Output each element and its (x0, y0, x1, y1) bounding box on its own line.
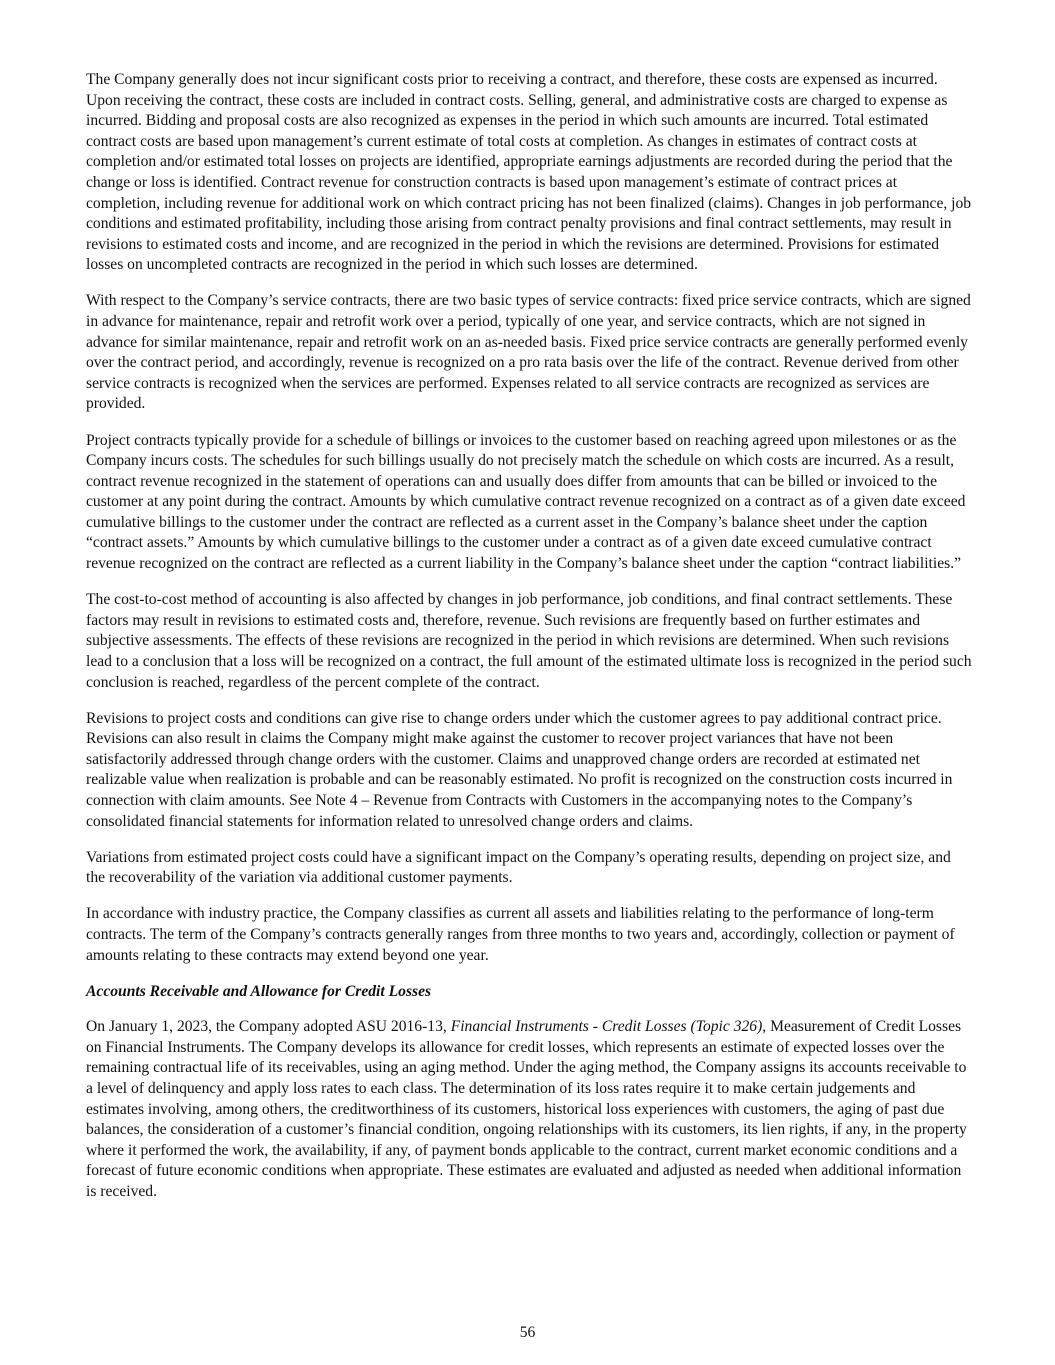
paragraph-project-billings: Project contracts typically provide for a schedule of billings or invoices to the customer based on reaching agreed upon milestones or as the Company incurs costs. The schedules for such billings usually do not precisely match the schedule on which costs are incurred. As a result, contract revenue recognized in the statement of operations can and usually does differ from amounts that can be billed or invoiced to the customer at any point during the contract. Amounts by which cumulative contract revenue recognized on a contract as of a given date exceed cumulative billings to the customer under the contract are reflected as a current asset in the Company’s balance sheet under the caption “contract assets.” Amounts by which cumulative billings to the customer under a contract as of a given date exceed cumulative contract revenue recognized on the contract are reflected as a current liability in the Company’s balance sheet under the caption “contract liabilities.” (86, 431, 966, 573)
paragraph-cost-variations: Variations from estimated project costs could have a significant impact on the Company’s operating results, depending on project size, and the recoverability of the variation via additional customer payments. (86, 848, 951, 887)
paragraph-contract-costs: The Company generally does not incur significant costs prior to receiving a contract, and therefore, these costs are expensed as incurred. Upon receiving the contract, these costs are included in contract costs. Selling, general, and administrative costs are charged to expense as incurred. Bidding and proposal costs are also recognized as expenses in the period in which such amounts are incurred. Total estimated contract costs are based upon management’s current estimate of total costs at completion. As changes in estimates of contract costs at completion and/or estimated total losses on projects are identified, appropriate earnings adjustments are recorded during the period that the change or loss is identified. Contract revenue for construction contracts is based upon management’s estimate of contract prices at completion, including revenue for additional work on which contract pricing has not been finalized (claims). Changes in job performance, job conditions and estimated profitability, including those arising from contract penalty provisions and final contract settlements, may result in revisions to estimated costs and income, and are recognized in the period in which the revisions are determined. Provisions for estimated losses on uncompleted contracts are recognized in the period in which such losses are determined. (86, 71, 972, 274)
paragraph-change-orders-claims: Revisions to project costs and conditions can give rise to change orders under which the customer agrees to pay additional contract price. Revisions can also result in claims the Company might make against the customer to recover project variances that have not been satisfactorily addressed through change orders with the customer. Claims and unapproved change orders are recorded at estimated net realizable value when realization is probable and can be reasonably estimated. No profit is recognized on the construction costs incurred in connection with claim amounts. See Note 4 – Revenue from Contracts with Customers in the accompanying notes to the Company’s consolidated financial statements for information related to unresolved change orders and claims. (86, 709, 953, 830)
document-page (86, 70, 972, 1218)
page-number: 56 (519, 1324, 536, 1341)
asu-topic-title: Financial Instruments - Credit Losses (Topic 326) (450, 1018, 763, 1036)
section-heading-credit-losses: Accounts Receivable and Allowance for Credit Losses (86, 982, 432, 1000)
paragraph-service-contracts: With respect to the Company’s service contracts, there are two basic types of service contracts: fixed price service contracts, which are signed in advance for maintenance, repair and retrofit work over a period, typically of one year, and service contracts, which are not signed in advance for similar maintenance, repair and retrofit work on an as-needed basis. Fixed price service contracts are generally performed evenly over the contract period, and accordingly, revenue is recognized on a pro rata basis over the life of the contract. Revenue derived from other service contracts is recognized when the services are performed. Expenses related to all service contracts are recognized as services are provided. (86, 292, 971, 413)
paragraph-current-classification: In accordance with industry practice, the Company classifies as current all assets and liabilities relating to the performance of long-term contracts. The term of the Company’s contracts generally ranges from three months to two years and, accordingly, collection or payment of amounts relating to these contracts may extend beyond one year. (86, 905, 955, 964)
paragraph-cost-to-cost-method: The cost-to-cost method of accounting is also affected by changes in job performance, job conditions, and final contract settlements. These factors may result in revisions to estimated costs and, therefore, revenue. Such revisions are frequently based on further estimates and subjective assessments. The effects of these revisions are recognized in the period in which revisions are determined. When such revisions lead to a conclusion that a loss will be recognized on a contract, the full amount of the estimated ultimate loss is recognized in the period such conclusion is reached, regardless of the percent complete of the contract. (86, 591, 972, 691)
asu-lead-text: On January 1, 2023, the Company adopted ASU 2016-13, (86, 1018, 451, 1036)
paragraph-asu-adoption (86, 1017, 972, 1202)
asu-body-text: , Measurement of Credit Losses on Financial Instruments. The Company develops its allowance for credit losses, which represents an estimate of expected losses over the remaining contractual life of its receivables, using an aging method. Under the aging method, the Company assigns its accounts receivable to a level of delinquency and apply loss rates to each class. The determination of its loss rates require it to make certain judgements and estimates involving, among others, the creditworthiness of its customers, historical loss experiences with customers, the aging of past due balances, the consideration of a customer’s financial condition, ongoing relationships with its customers, its lien rights, if any, in the property where it performed the work, the availability, if any, of payment bonds applicable to the contract, current market economic conditions and a forecast of future economic conditions when appropriate. These estimates are evaluated and adjusted as needed when additional information is received. (86, 1018, 967, 1200)
